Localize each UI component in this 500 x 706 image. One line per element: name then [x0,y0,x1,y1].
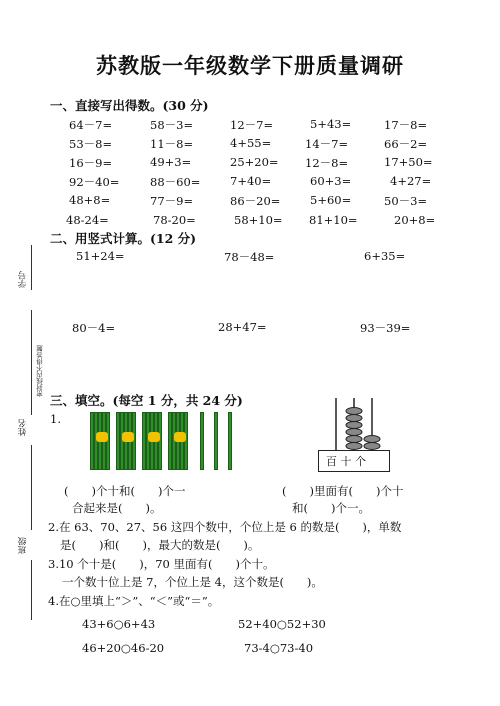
compare-problem: 43+6○6+43 [82,617,156,631]
oral-problem: 16－9= [69,156,113,170]
stick-bundles-image [88,410,248,472]
q2-text: 是( )和( )，最大的数是( )。 [60,538,260,552]
abacus-image [318,396,390,472]
oral-problem: 58－3= [150,118,194,132]
oral-problem: 48-24= [66,213,109,227]
oral-problem: 25+20= [230,155,279,169]
abacus-label: 百 十 个 [326,455,366,468]
oral-problem: 64－7= [69,118,113,132]
q1-text: 合起来是( )。 [72,501,162,515]
q2-text: 2.在 63、70、27、56 这四个数中，个位上是 6 的数是( )，单数 [48,520,402,534]
q1-text: 和( )个一。 [292,501,370,515]
vertical-calc-problem: 6+35= [364,249,406,263]
oral-problem: 50－3= [384,194,428,208]
vertical-calc-problem: 28+47= [218,320,267,334]
section2-heading: 二、用竖式计算。(12 分) [50,231,197,246]
vertical-calc-problem: 51+24= [76,249,125,263]
compare-problem: 73-4○73-40 [244,641,314,655]
oral-problem: 4+55= [230,136,272,150]
vertical-calc-problem: 78－48= [224,250,275,264]
oral-problem: 86－20= [230,194,281,208]
oral-problem: 88－60= [150,175,201,189]
oral-problem: 11－8= [150,137,194,151]
q3-text: 一个数十位上是 7，个位上是 4，这个数是( )。 [62,575,323,589]
oral-problem: 81+10= [309,213,358,227]
oral-problem: 49+3= [150,155,192,169]
page-title: 苏教版一年级数学下册质量调研 [96,53,404,78]
oral-problem: 4+27= [390,174,432,188]
oral-problem: 5+43= [310,117,352,131]
oral-problem: 20+8= [394,213,436,227]
margin-label-banji: 班级 [18,537,28,554]
oral-problem: 78-20= [153,213,196,227]
q1-text: ( )个十和( )个一 [64,484,186,498]
oral-problem: 60+3= [310,174,352,188]
oral-problem: 53－8= [69,137,113,151]
oral-problem: 5+60= [310,193,352,207]
oral-problem: 12－8= [305,156,349,170]
vertical-calc-problem: 80－4= [72,321,116,335]
compare-problem: 52+40○52+30 [238,617,326,631]
compare-problem: 46+20○46-20 [82,641,165,655]
margin-line-top [31,245,32,290]
margin-label-xingming: 姓名 [18,419,28,436]
oral-problem: 17+50= [384,155,433,169]
margin-line-mid [31,310,32,415]
oral-problem: 58+10= [234,213,283,227]
margin-label-xuehao: 学号 [18,271,28,288]
oral-problem: 14－7= [305,137,349,151]
section3-heading: 三、填空。(每空 1 分，共 24 分) [50,393,243,408]
margin-line-bottom [31,560,32,620]
oral-problem: 66－2= [384,137,428,151]
q3-text: 3.10 个十是( )，70 里面有( )个十。 [48,557,275,571]
margin-seal-note: 密封线内不得答题 [36,345,44,397]
oral-problem: 92－40= [69,175,120,189]
question-number: 1. [50,412,61,426]
oral-problem: 12－7= [230,118,274,132]
oral-problem: 48+8= [69,193,111,207]
vertical-calc-problem: 93－39= [360,321,411,335]
oral-problem: 77－9= [150,194,194,208]
q4-text: 4.在○里填上“＞”、“＜”或“＝”。 [48,594,220,608]
margin-line-lower [31,445,32,530]
oral-problem: 7+40= [230,174,272,188]
section1-heading: 一、直接写出得数。(30 分) [50,98,209,113]
oral-problem: 17－8= [384,118,428,132]
q1-text: ( )里面有( )个十 [282,484,404,498]
